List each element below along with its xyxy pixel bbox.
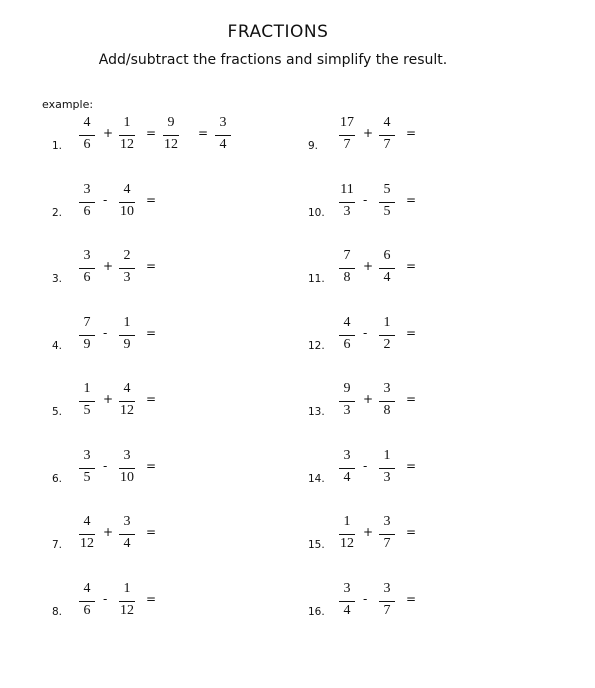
equals-sign: = (146, 392, 157, 406)
problem-number: 7. (52, 539, 63, 551)
numerator: 4 (83, 514, 91, 529)
fraction-bar (215, 135, 231, 136)
denominator: 4 (383, 270, 391, 285)
fraction-second (374, 113, 400, 161)
numerator: 3 (343, 447, 351, 463)
fraction-bar (79, 468, 95, 469)
fraction-second (114, 246, 140, 294)
operator: + (103, 392, 114, 406)
problem-number: 15. (308, 539, 325, 551)
equals-sign: = (198, 126, 209, 140)
fraction-bar (119, 468, 135, 469)
numerator: 3 (83, 447, 91, 463)
numerator: 7 (343, 248, 351, 263)
fraction-bar (163, 135, 179, 136)
equals-sign: = (146, 126, 157, 140)
fraction-first (334, 180, 360, 228)
denominator: 9 (123, 336, 131, 352)
equals-sign: = (146, 192, 157, 207)
numerator: 4 (83, 115, 91, 130)
denominator: 7 (383, 602, 391, 618)
numerator: 3 (383, 580, 391, 596)
numerator: 1 (123, 314, 131, 330)
problem-number: 4. (52, 339, 63, 352)
denominator: 3 (343, 403, 351, 418)
fraction-bar (339, 202, 355, 203)
numerator: 3 (123, 447, 131, 463)
numerator: 9 (343, 381, 351, 396)
fraction-bar (339, 534, 355, 535)
numerator: 4 (383, 115, 391, 130)
worksheet-title: FRACTIONS (227, 22, 329, 42)
fraction-bar (379, 135, 395, 136)
fraction-second (114, 579, 140, 627)
equals-sign: = (146, 525, 157, 539)
denominator: 3 (123, 270, 131, 285)
fraction-second (114, 446, 140, 494)
operator: + (363, 259, 374, 273)
equals-sign: = (406, 259, 417, 273)
fraction-second (374, 180, 400, 228)
fraction-second (114, 512, 140, 560)
fraction-bar (119, 534, 135, 535)
fraction-bar (339, 135, 355, 136)
problem-number: 5. (52, 406, 63, 418)
fraction-bar (79, 268, 95, 269)
denominator: 8 (383, 403, 391, 418)
equals-sign: = (146, 259, 157, 273)
fraction-first (74, 512, 100, 560)
numerator: 4 (343, 314, 351, 330)
denominator: 5 (383, 203, 391, 219)
denominator: 7 (343, 137, 351, 152)
fraction-second (374, 379, 400, 427)
fraction-first (334, 446, 360, 494)
numerator: 3 (383, 381, 391, 396)
fraction-second (114, 113, 140, 161)
fraction-second (114, 180, 140, 228)
denominator: 12 (340, 536, 354, 551)
fraction-second (114, 379, 140, 427)
fraction-bar (339, 335, 355, 336)
denominator: 6 (83, 137, 91, 152)
operator: - (103, 192, 108, 207)
numerator: 9 (167, 115, 175, 130)
denominator: 10 (120, 469, 134, 485)
fraction-second (114, 313, 140, 361)
problem-number: 12. (308, 339, 325, 352)
denominator: 5 (83, 403, 91, 418)
denominator: 6 (83, 203, 91, 219)
fraction-first (334, 512, 360, 560)
denominator: 7 (383, 137, 391, 152)
fraction-bar (379, 268, 395, 269)
fraction-first (74, 379, 100, 427)
fraction-result (158, 113, 184, 161)
numerator: 2 (123, 248, 131, 263)
fraction-bar (339, 468, 355, 469)
denominator: 4 (219, 137, 227, 152)
fraction-bar (119, 335, 135, 336)
denominator: 3 (343, 203, 351, 219)
problem (308, 180, 548, 228)
denominator: 7 (383, 536, 391, 551)
denominator: 3 (383, 469, 391, 485)
numerator: 1 (383, 447, 391, 463)
numerator: 17 (340, 115, 354, 130)
numerator: 7 (83, 314, 91, 330)
fraction-first (74, 313, 100, 361)
denominator: 4 (123, 536, 131, 551)
fraction-bar (79, 135, 95, 136)
denominator: 12 (120, 403, 134, 418)
fraction-result (210, 113, 236, 161)
equals-sign: = (146, 591, 157, 606)
problem (52, 579, 292, 627)
numerator: 3 (383, 514, 391, 529)
problem-number: 10. (308, 206, 325, 219)
operator: - (363, 325, 368, 340)
problem-number: 8. (52, 605, 63, 618)
fraction-first (74, 579, 100, 627)
instructions: Add/subtract the fractions and simplify the result. (98, 52, 448, 68)
operator: + (103, 525, 114, 539)
fraction-bar (379, 401, 395, 402)
problem (52, 313, 292, 361)
equals-sign: = (406, 392, 417, 406)
problem-number: 16. (308, 605, 325, 618)
fraction-bar (379, 601, 395, 602)
operator: - (103, 591, 108, 606)
problem-number: 3. (52, 273, 63, 285)
problem (308, 113, 548, 161)
numerator: 3 (83, 181, 91, 197)
fraction-second (374, 246, 400, 294)
fraction-bar (379, 534, 395, 535)
fraction-first (334, 379, 360, 427)
problem (308, 512, 548, 560)
denominator: 12 (120, 137, 134, 152)
fraction-bar (119, 401, 135, 402)
equals-sign: = (406, 126, 417, 140)
denominator: 4 (343, 469, 351, 485)
problem (308, 246, 548, 294)
denominator: 5 (83, 469, 91, 485)
numerator: 6 (383, 248, 391, 263)
fraction-first (74, 180, 100, 228)
fraction-bar (79, 601, 95, 602)
fraction-bar (339, 601, 355, 602)
fraction-bar (119, 601, 135, 602)
operator: + (103, 259, 114, 273)
operator: + (103, 126, 114, 140)
denominator: 6 (83, 270, 91, 285)
operator: + (363, 126, 374, 140)
fraction-bar (119, 135, 135, 136)
fraction-bar (339, 401, 355, 402)
fraction-first (334, 246, 360, 294)
numerator: 5 (383, 181, 391, 197)
equals-sign: = (146, 458, 157, 473)
operator: - (363, 458, 368, 473)
numerator: 4 (83, 580, 91, 596)
fraction-first (334, 313, 360, 361)
fraction-first (334, 579, 360, 627)
problem-number: 2. (52, 206, 63, 219)
example-label: example: (42, 98, 94, 111)
numerator: 4 (123, 381, 131, 396)
operator: + (363, 525, 374, 539)
fraction-bar (79, 534, 95, 535)
fraction-bar (379, 335, 395, 336)
denominator: 8 (343, 270, 351, 285)
fraction-bar (79, 335, 95, 336)
fraction-first (74, 246, 100, 294)
problem (308, 313, 548, 361)
problem-number: 9. (308, 140, 319, 152)
fraction-bar (119, 202, 135, 203)
numerator: 4 (123, 181, 131, 197)
numerator: 3 (343, 580, 351, 596)
numerator: 3 (219, 115, 227, 130)
operator: - (363, 591, 368, 606)
problem-number: 11. (308, 273, 325, 285)
fraction-first (334, 113, 360, 161)
numerator: 11 (340, 181, 354, 197)
equals-sign: = (406, 525, 417, 539)
problem-number: 6. (52, 472, 63, 485)
equals-sign: = (146, 325, 157, 340)
numerator: 1 (123, 115, 131, 130)
problem (308, 579, 548, 627)
fraction-second (374, 446, 400, 494)
numerator: 1 (83, 381, 91, 396)
numerator: 1 (383, 314, 391, 330)
fraction-second (374, 579, 400, 627)
denominator: 12 (120, 602, 134, 618)
problem (52, 113, 292, 161)
fraction-bar (339, 268, 355, 269)
problem (52, 512, 292, 560)
fraction-bar (119, 268, 135, 269)
denominator: 6 (83, 602, 91, 618)
denominator: 9 (83, 336, 91, 352)
problem (308, 446, 548, 494)
problem (52, 446, 292, 494)
fraction-first (74, 446, 100, 494)
numerator: 3 (123, 514, 131, 529)
fraction-bar (379, 202, 395, 203)
numerator: 1 (123, 580, 131, 596)
problem (52, 180, 292, 228)
fraction-second (374, 313, 400, 361)
numerator: 1 (343, 514, 351, 529)
fraction-bar (79, 401, 95, 402)
denominator: 12 (80, 536, 94, 551)
problem-number: 14. (308, 472, 325, 485)
denominator: 12 (164, 137, 178, 152)
denominator: 2 (383, 336, 391, 352)
operator: - (103, 458, 108, 473)
equals-sign: = (406, 458, 417, 473)
problem-number: 1. (52, 140, 63, 152)
problem (52, 246, 292, 294)
denominator: 6 (343, 336, 351, 352)
problem (308, 379, 548, 427)
fraction-bar (79, 202, 95, 203)
operator: + (363, 392, 374, 406)
denominator: 10 (120, 203, 134, 219)
equals-sign: = (406, 325, 417, 340)
numerator: 3 (83, 248, 91, 263)
equals-sign: = (406, 591, 417, 606)
fraction-second (374, 512, 400, 560)
fraction-bar (379, 468, 395, 469)
problem-number: 13. (308, 406, 325, 418)
denominator: 4 (343, 602, 351, 618)
operator: - (103, 325, 108, 340)
operator: - (363, 192, 368, 207)
equals-sign: = (406, 192, 417, 207)
fraction-first (74, 113, 100, 161)
problem (52, 379, 292, 427)
